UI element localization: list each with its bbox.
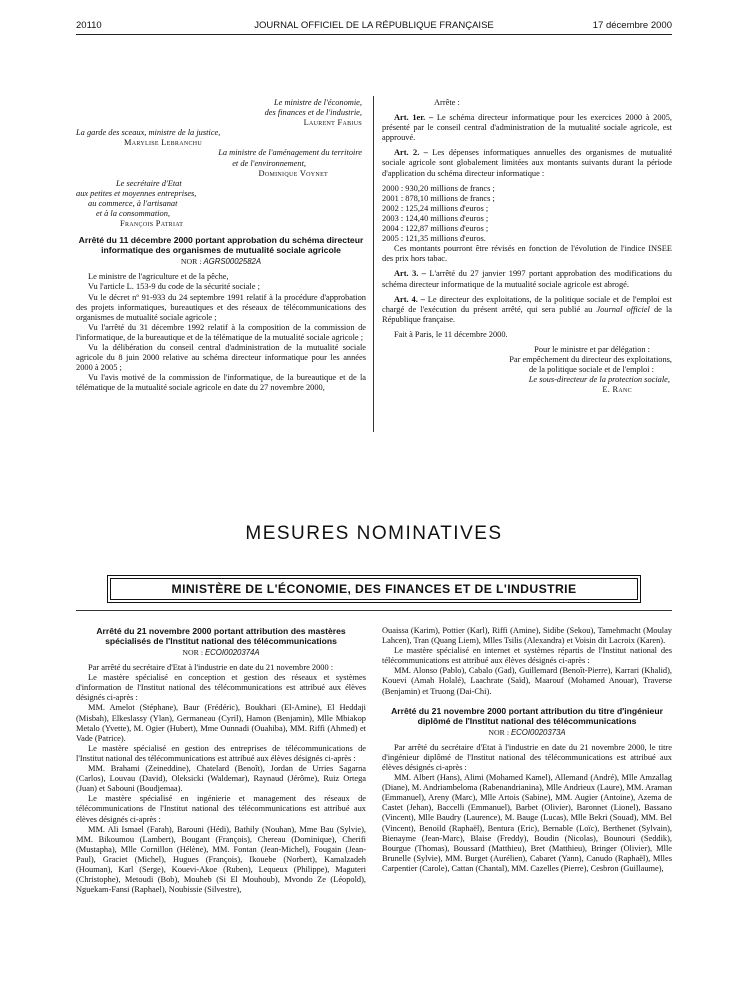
- ministry-title: MINISTÈRE DE L'ÉCONOMIE, DES FINANCES ET DE L'INDUSTRIE: [110, 578, 638, 600]
- paragraph: Vu l'arrêté du 31 décembre 1992 relatif à la composition de la commission de l'informatique, de la bureautique et de la télématique de la mutualité sociale agricole ;: [76, 322, 366, 342]
- paragraph: MM. Brahami (Zeineddine), Chatelard (Benoît), Jordan de Urries Sagarna (Carlos), Louvau (David), Oleksicki (Waldemar), Raynaud (Jérôme), Ruiz Ortega (Juan) et Sabouni (Boudjemaa).: [76, 764, 366, 794]
- article-label: Art. 2. –: [394, 148, 428, 158]
- paragraph: Vu l'article L. 153-9 du code de la sécurité sociale ;: [88, 282, 260, 292]
- nor-code: ECOI0020373A: [510, 727, 566, 737]
- signature-name: Dominique Voynet: [258, 168, 328, 178]
- signature-line: de la politique sociale et de l'emploi :: [528, 365, 654, 375]
- budget-list: [382, 184, 672, 245]
- paragraph: Vu la délibération du conseil central d'administration de la mutualité sociale agricole du 8 juin 2000 relative au schéma directeur informatique pour les années 2000 à 2005 ;: [76, 342, 366, 373]
- page-number: 20110: [76, 20, 102, 31]
- paragraph: MM. Alonso (Pablo), Cabalo (Gad), Guillemard (Benoît-Pierre), Karrari (Khalid), Kouevi (Amah Holalé), Laachrate (Saïd), Maarouf (Mohamed Anouar), Traverse (Benjamin) et Truong (Dai-Chi).: [382, 666, 672, 696]
- arrete-title: Arrêté du 21 novembre 2000 portant attribution du titre d'ingénieur diplômé de l'Institut national des télécommunications: [391, 705, 663, 726]
- right-column-bottom: [382, 626, 672, 874]
- budget-line: 2005 : 121,35 millions d'euros.: [382, 234, 486, 244]
- nor-code: AGRS0002582A: [203, 257, 262, 267]
- paragraph: MM. Albert (Hans), Alimi (Mohamed Kamel), Allemand (André), Mlle Amzallag (Diane), M. Andriambeloma (Rabenandrianina), Mlle Andrieux (Laure), MM. Araman (Emmanuel), Areny (Marc), Mlle Artois (Sabine), MM. Augier (Antoine), Azema de Castet (Jehan), Baccelli (Emmanuel), Barbet (Olivier), Baronnet (Lionel), Bassano (Vincent), Mlle Baudry (Laurence), M. Bauge (Lucas), Mlle Bekri (Souad), MM. Bel (Vincent), Benoild (Raphaël), Bentura (Eric), Bernable (Loïc), Berthenet (Sylvain), Bienayme (Jean-Marc), Blaise (Freddy), Boudin (Nicolas), Bounouri (Seddik), Bourgue (Thomas), Boussard (Matthieu), Bret (Matthieu), Bringer (Olivier), Mlle Brunelle (Sylvie), MM. Burget (Aurélien), Cabaret (Yann), Canudo (Raphaël), Mlles Carpentier (Carole), Cattan (Chantal), MM. Cazelles (Pierre), Cesbron (Guillaume),: [382, 773, 673, 873]
- signature-role: des finances et de l'industrie,: [264, 108, 362, 118]
- nor-code: ECOI0020374A: [204, 648, 260, 657]
- budget-line: 2000 : 930,20 millions de francs ;: [382, 183, 495, 193]
- paragraph: Le mastère spécialisé en gestion des entreprises de télécommunications de l'Institut national des télécommunications est attribué aux élèves désignés ci-après :: [76, 743, 366, 763]
- nor-reference: [382, 728, 672, 738]
- article-text: Les dépenses informatiques annuelles des organismes de mutualité sociale agricole sont globalement limitées aux montants suivants durant la période d'application du schéma directeur informatique :: [382, 148, 672, 178]
- paragraph: Le mastère spécialisé en internet et systèmes répartis de l'Institut national des télécommunications est attribué aux élèves désignés ci-après :: [382, 646, 672, 666]
- budget-line: 2002 : 125,24 millions d'euros ;: [382, 203, 489, 213]
- signature-line: Pour le ministre et par délégation :: [534, 344, 650, 354]
- signature-name: E. Ranc: [602, 385, 632, 395]
- signature-role: au commerce, à l'artisanat: [88, 198, 178, 208]
- arrete-label: Arrête :: [434, 98, 460, 107]
- section-rule: [76, 610, 672, 611]
- article-text: L'arrêté du 27 janvier 1997 portant approbation des modifications du schéma directeur informatique de la mutualité sociale agricole est abrogé.: [382, 269, 672, 289]
- budget-line: 2001 : 878,10 millions de francs ;: [382, 193, 495, 203]
- signature-role: et à la consommation,: [96, 209, 170, 219]
- budget-line: 2004 : 122,87 millions d'euros ;: [382, 224, 489, 234]
- paragraph: MM. Amelot (Stéphane), Baur (Frédéric), Boukhari (El-Amine), El Heddaji (Misbah), Elkeslassy (Ylan), Germaneau (Cyril), Hamon (Benjamin), Mlle Mbiakop Metalo (Yvette), M. Ogier (Hubert), Mme Ounnadi (Ouahiba), MM. Riffi (Ahmed) et Vade (Patrice).: [76, 703, 366, 743]
- article-label: Art. 1er. –: [394, 113, 434, 123]
- signature-name: Laurent Fabius: [303, 118, 362, 128]
- journal-reference: Journal officiel: [596, 304, 650, 314]
- signature-role: Le secrétaire d'Etat: [116, 178, 182, 188]
- paragraph: Ces montants pourront être révisés en fonction de l'évolution de l'indice INSEE des prix hors tabac.: [382, 244, 672, 264]
- journal-title: JOURNAL OFFICIEL DE LA RÉPUBLIQUE FRANÇAISE: [254, 20, 494, 31]
- paragraph: Par arrêté du secrétaire d'Etat à l'industrie en date du 21 novembre 2000, le titre d'ingénieur diplômé de l'Institut national des télécommunications est attribué aux élèves désignés ci-après :: [382, 742, 672, 772]
- article-text: Le schéma directeur informatique pour les exercices 2000 à 2005, présenté par le conseil central d'administration de la mutualité sociale agricole, est approuvé.: [382, 113, 673, 143]
- nor-label: NOR :: [182, 648, 203, 657]
- arrete-title: Arrêté du 21 novembre 2000 portant attribution des mastères spécialisés de l'Institut national des télécommunications: [96, 626, 346, 646]
- section-title: MESURES NOMINATIVES: [245, 523, 503, 544]
- left-column-top: [76, 98, 366, 393]
- paragraph: Le ministre de l'agriculture et de la pêche,: [88, 272, 229, 282]
- signature-line: Le sous-directeur de la protection sociale,: [528, 375, 670, 385]
- paragraph: Vu l'avis motivé de la commission de l'informatique, de la bureautique et de la télématique de la mutualité sociale agricole en date du 27 novembre 2000,: [76, 373, 366, 393]
- column-divider: [373, 96, 374, 432]
- signature-name: François Patriat: [120, 219, 184, 229]
- article-label: Art. 4. –: [394, 294, 425, 304]
- header-rule: [76, 34, 672, 35]
- signature-role: et de l'environnement,: [232, 158, 306, 168]
- signature-role: aux petites et moyennes entreprises,: [76, 188, 197, 198]
- paragraph: Le mastère spécialisé en ingénierie et management des réseaux de télécommunications de l'Institut national des télécommunications est attribué aux élèves désignés ci-après :: [76, 794, 366, 824]
- nor-label: NOR :: [488, 727, 509, 737]
- signature-role: Le ministre de l'économie,: [273, 98, 362, 107]
- paragraph: Le mastère spécialisé en conception et gestion des réseaux et systèmes d'information de l'Institut national des télécommunications est attribué aux élèves désignés ci-après :: [76, 673, 366, 703]
- issue-date: 17 décembre 2000: [592, 20, 672, 31]
- article-1: [382, 113, 672, 143]
- left-column-bottom: [76, 626, 366, 895]
- article-text: de la République française.: [382, 304, 673, 324]
- paragraph: MM. Ali Ismael (Farah), Barouni (Hédi), Bathily (Nouhan), Mme Bau (Sylvie), MM. Bikoumou (Lambert), Bougant (François), Chereau (Dominique), Cherifi (Mustapha), Mlle Cornillon (Hélène), MM. Fontan (Jean-Michel), Fougain (Jean-Paul), Graciet (Michel), Hugues (François), Ikouebe (Norbert), Kamalzadeh (Houman), Karl (Serge), Kouevi-Akoe (Ruben), Lequeux (Philippe), Maguteri (Christophe), Metoudi (Bob), Mouheb (Si El Mouhoub), Mvondo Ze (Léopold), Nguekam-Fansi (Raphael), Noubissie (Silvestre),: [76, 824, 366, 895]
- article-label: Art. 3. –: [394, 269, 426, 279]
- paragraph: Ouaissa (Karim), Pottier (Karl), Riffi (Amine), Sidibe (Sekou), Tamehmacht (Moulay Lahcen), Tran (Quang Liem), Mlles Tsilis (Alexandra) et Voisin dit Lacroix (Karen).: [382, 626, 672, 646]
- signature-line: Par empêchement du directeur des exploitations,: [509, 355, 672, 365]
- paragraph: Vu le décret nº 91-933 du 24 septembre 1991 relatif à la procédure d'approbation des projets informatiques, bureautiques et des réseaux de télécommunications des organismes de mutualité sociale agricole ;: [76, 292, 366, 322]
- paragraph: Par arrêté du secrétaire d'Etat à l'industrie en date du 21 novembre 2000 :: [88, 663, 334, 673]
- place-date: Fait à Paris, le 11 décembre 2000.: [394, 329, 508, 339]
- budget-line: 2003 : 124,40 millions d'euros ;: [382, 213, 489, 223]
- nor-label: NOR :: [180, 257, 202, 267]
- signature-block: [76, 98, 366, 229]
- article-4: [382, 295, 672, 325]
- signature-name: Marylise Lebranchu: [124, 138, 203, 148]
- right-column-top: [382, 98, 672, 395]
- article-text: Le directeur des exploitations, de la politique sociale et de l'emploi est chargé de l'exécution du présent arrêté, qui sera publié au: [382, 294, 672, 314]
- article-3: [382, 269, 672, 289]
- nor-reference: [76, 648, 366, 658]
- signature-role: La garde des sceaux, ministre de la justice,: [76, 128, 221, 138]
- signature-role: La ministre de l'aménagement du territoire: [218, 148, 362, 158]
- running-header: [76, 20, 672, 32]
- arrete-title: Arrêté du 11 décembre 2000 portant approbation du schéma directeur informatique des organismes de mutualité sociale agricole: [78, 235, 364, 256]
- nor-reference: [76, 257, 366, 267]
- article-2: [382, 148, 672, 178]
